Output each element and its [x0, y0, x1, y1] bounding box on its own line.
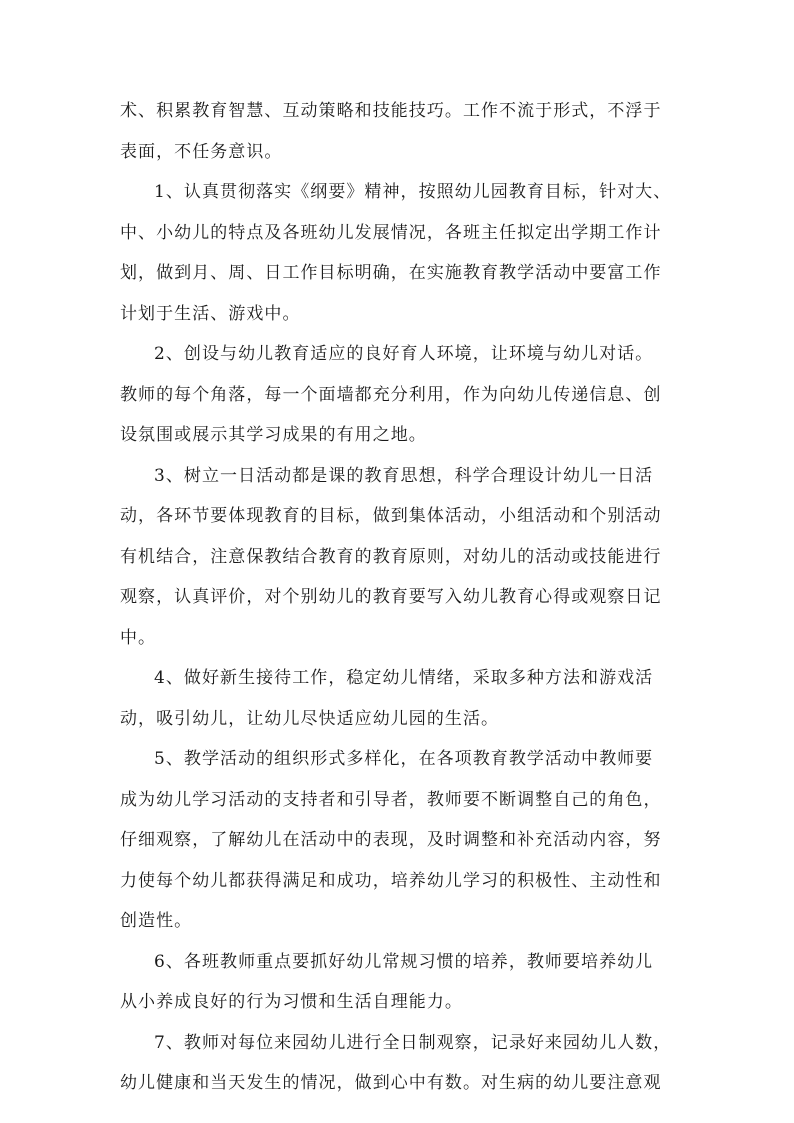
paragraph-2-start: 2、创设与幼儿教育适应的良好育人环境，让环境与幼儿对话。: [154, 344, 654, 364]
text-line: 中。: [120, 627, 157, 648]
document-body: [120, 91, 676, 1104]
paragraph-1-start: 1、认真贯彻落实《纲要》精神，按照幼儿园教育目标，针对大、: [154, 182, 672, 202]
paragraph-4-start: 4、做好新生接待工作，稳定幼儿情绪，采取多种方法和游戏活: [154, 668, 654, 688]
text-line: 力使每个幼儿都获得满足和成功，培养幼儿学习的积极性、主动性和: [120, 870, 662, 891]
paragraph-6-start: 6、各班教师重点要抓好幼儿常规习惯的培养，教师要培养幼儿: [154, 951, 654, 972]
text-line: 教师的每个角落，每一个面墙都充分利用，作为向幼儿传递信息、创: [120, 384, 662, 405]
text-line: 设氛围或展示其学习成果的有用之地。: [120, 425, 427, 445]
text-line: 动，吸引幼儿，让幼儿尽快适应幼儿园的生活。: [120, 708, 500, 729]
text-line: 术、积累教育智慧、互动策略和技能技巧。工作不流于形式，不浮于: [120, 101, 662, 121]
text-line: 有机结合，注意保教结合教育的教育原则，对幼儿的活动或技能进行: [120, 546, 662, 567]
text-line: 观察，认真评价，对个别幼儿的教育要写入幼儿教育心得或观察日记: [120, 587, 662, 607]
text-line: 从小养成良好的行为习惯和生活自理能力。: [120, 992, 463, 1012]
text-line: 动，各环节要体现教育的目标，做到集体活动，小组活动和个别活动: [120, 506, 662, 526]
text-line: 创造性。: [120, 911, 193, 931]
text-line: 中、小幼儿的特点及各班幼儿发展情况，各班主任拟定出学期工作计: [120, 222, 662, 243]
text-line: 成为幼儿学习活动的支持者和引导者，教师要不断调整自己的角色，: [120, 789, 662, 810]
text-line: 表面，不任务意识。: [120, 141, 283, 162]
text-line: 划，做到月、周、日工作目标明确，在实施教育教学活动中要富工作: [120, 263, 662, 283]
text-line: 仔细观察，了解幼儿在活动中的表现，及时调整和补充活动内容，努: [120, 830, 662, 850]
text-line: 计划于生活、游戏中。: [120, 303, 301, 324]
paragraph-7-start: 7、教师对每位来园幼儿进行全日制观察，记录好来园幼儿人数，: [154, 1032, 672, 1053]
paragraph-3-start: 3、树立一日活动都是课的教育思想，科学合理设计幼儿一日活: [154, 465, 654, 486]
paragraph-5-start: 5、教学活动的组织形式多样化，在各项教育教学活动中教师要: [154, 749, 654, 769]
text-line: 幼儿健康和当天发生的情况，做到心中有数。对生病的幼儿要注意观: [120, 1073, 662, 1093]
